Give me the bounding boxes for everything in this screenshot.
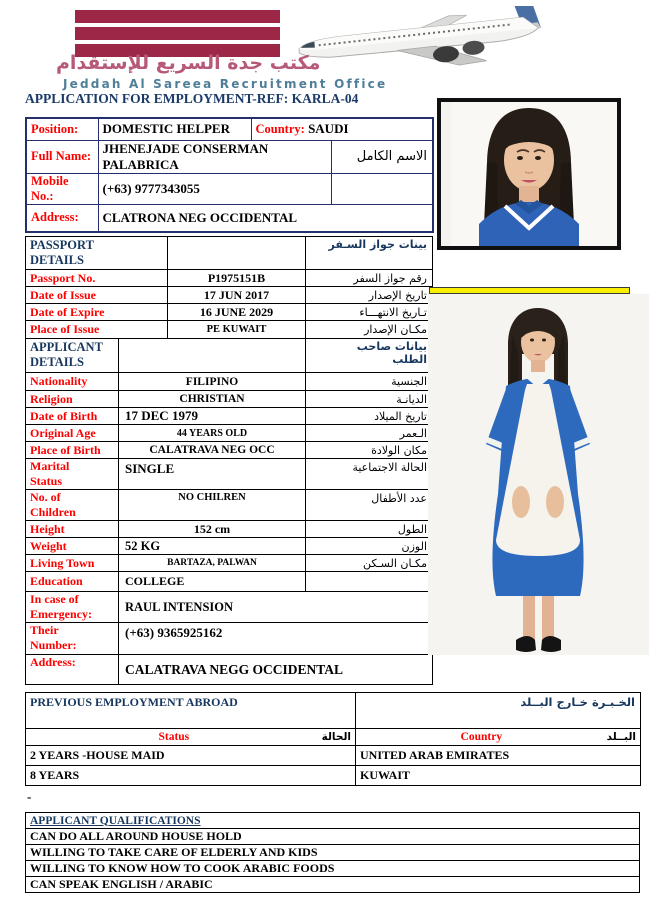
employment-title-arabic: الخـبـرة خـارج البــلد: [356, 693, 641, 729]
marital-status-value: SINGLE: [119, 459, 306, 490]
table-row: [26, 623, 433, 655]
info-table: [25, 117, 434, 233]
country-header-cell: [356, 729, 641, 746]
education-label: Education: [26, 572, 119, 592]
living-town-arabic: مكـان السـكن: [306, 555, 433, 572]
country-header-arabic: البــلد: [606, 731, 636, 743]
logo-bar-top: [75, 10, 280, 23]
original-age-value: 44 YEARS OLD: [119, 425, 306, 442]
qualification-row: [26, 845, 640, 861]
logo-arabic-text: مكتب جدة السريع للإستقدام: [56, 52, 321, 74]
emergency-label: In case of Emergency:: [26, 592, 119, 623]
living-town-value: BARTAZA, PALWAN: [119, 555, 306, 572]
country-cell: [251, 118, 433, 140]
passport-section-empty: [168, 237, 306, 270]
children-arabic: عدد الأطفال: [306, 490, 433, 521]
applicant-section-arabic: بيانات صاحب الطلب: [306, 339, 433, 373]
religion-label: Religion: [26, 391, 119, 408]
table-row: [26, 140, 433, 173]
qualification-row: [26, 829, 640, 845]
employment-subheader-row: [26, 729, 641, 746]
religion-value: CHRISTIAN: [119, 391, 306, 408]
qualifications-header-row: [26, 813, 640, 829]
qualification-item-3: WILLING TO KNOW HOW TO COOK ARABIC FOODS: [26, 861, 640, 877]
applicant-section-label: APPLICANT DETAILS: [26, 339, 119, 373]
employment-status-1: 2 YEARS -HOUSE MAID: [26, 746, 356, 766]
passport-no-label: Passport No.: [26, 270, 168, 287]
date-of-expire-value: 16 JUNE 2029: [168, 304, 306, 321]
details-table: [25, 236, 433, 685]
table-row: [26, 287, 433, 304]
date-of-birth-label: Date of Birth: [26, 408, 119, 425]
status-header-arabic: الحالة: [321, 731, 351, 743]
children-value: NO CHILREN: [119, 490, 306, 521]
country-label: Country:: [255, 122, 305, 137]
date-of-issue-label: Date of Issue: [26, 287, 168, 304]
page-title: APPLICATION FOR EMPLOYMENT-REF: KARLA-04: [25, 91, 359, 106]
applicant-address-value: CALATRAVA NEGG OCCIDENTAL: [119, 655, 433, 685]
table-row: [26, 204, 433, 232]
qualification-item-2: WILLING TO TAKE CARE OF ELDERLY AND KIDS: [26, 845, 640, 861]
table-row: [26, 373, 433, 391]
table-row: [26, 270, 433, 287]
table-row: [26, 538, 433, 555]
table-row: [26, 572, 433, 592]
date-of-expire-label: Date of Expire: [26, 304, 168, 321]
table-row: [26, 592, 433, 623]
weight-label: Weight: [26, 538, 119, 555]
place-of-birth-arabic: مكان الولادة: [306, 442, 433, 459]
living-town-label: Living Town: [26, 555, 119, 572]
address-label: Address:: [26, 204, 98, 232]
qualification-item-1: CAN DO ALL AROUND HOUSE HOLD: [26, 829, 640, 845]
passport-no-arabic: رقم جواز السفر: [306, 270, 433, 287]
employment-title: PREVIOUS EMPLOYMENT ABROAD: [26, 693, 356, 729]
original-age-label: Original Age: [26, 425, 119, 442]
qualification-row: [26, 877, 640, 893]
position-value: DOMESTIC HELPER: [98, 118, 251, 140]
employment-row: [26, 746, 641, 766]
table-row: [26, 425, 433, 442]
status-header-cell: [26, 729, 356, 746]
date-of-expire-arabic: تـاريخ الانتهـــاء: [306, 304, 433, 321]
education-value: COLLEGE: [119, 572, 306, 592]
table-row: [26, 391, 433, 408]
table-row: [26, 408, 433, 425]
qualifications-table: [25, 812, 640, 893]
nationality-arabic: الجنسية: [306, 373, 433, 391]
applicant-section-empty: [119, 339, 306, 373]
date-of-issue-value: 17 JUN 2017: [168, 287, 306, 304]
weight-value: 52 KG: [119, 538, 306, 555]
table-row: [26, 321, 433, 339]
airplane-icon: [285, 6, 565, 86]
place-of-issue-arabic: مكـان الإصدار: [306, 321, 433, 339]
passport-section-row: [26, 237, 433, 270]
applicant-section-row: [26, 339, 433, 373]
employment-table: [25, 692, 641, 786]
height-label: Height: [26, 521, 119, 538]
applicant-headshot-photo: [437, 98, 621, 250]
photo-top-bar: [429, 287, 630, 294]
height-arabic: الطول: [306, 521, 433, 538]
table-row: [26, 521, 433, 538]
fullname-label: Full Name:: [26, 140, 98, 173]
emergency-value: RAUL INTENSION: [119, 592, 433, 623]
position-label: Position:: [26, 118, 98, 140]
fullname-arabic: الاسم الكامل: [331, 140, 433, 173]
table-row: [26, 555, 433, 572]
dash-mark: -: [27, 789, 32, 804]
children-label: No. of Children: [26, 490, 119, 521]
place-of-birth-label: Place of Birth: [26, 442, 119, 459]
employment-row: [26, 766, 641, 786]
passport-section-label: PASSPORT DETAILS: [26, 237, 168, 270]
passport-no-value: P1975151B: [168, 270, 306, 287]
their-number-value: (+63) 9365925162: [119, 623, 433, 655]
fullname-value: JHENEJADE CONSERMAN PALABRICA: [98, 140, 331, 173]
table-row: [26, 490, 433, 521]
country-value: SAUDI: [308, 121, 349, 137]
applicant-address-label: Address:: [26, 655, 119, 685]
table-row: [26, 459, 433, 490]
table-row: [26, 442, 433, 459]
passport-section-arabic: بينات جواز السـفر: [306, 237, 433, 270]
employment-status-2: 8 YEARS: [26, 766, 356, 786]
status-header: Status: [158, 731, 190, 743]
logo-bar-middle: [75, 27, 280, 40]
marital-status-arabic: الحالة الاجتماعية: [306, 459, 433, 490]
date-of-birth-value: 17 DEC 1979: [119, 408, 306, 425]
place-of-issue-value: PE KUWAIT: [168, 321, 306, 339]
place-of-birth-value: CALATRAVA NEG OCC: [119, 442, 306, 459]
weight-arabic: الوزن: [306, 538, 433, 555]
mobile-value: (+63) 9777343055: [98, 173, 331, 204]
address-value: CLATRONA NEG OCCIDENTAL: [98, 204, 433, 232]
date-of-birth-arabic: تاريخ الميلاد: [306, 408, 433, 425]
their-number-label: Their Number:: [26, 623, 119, 655]
employment-country-2: KUWAIT: [356, 766, 641, 786]
nationality-value: FILIPINO: [119, 373, 306, 391]
qualification-item-4: CAN SPEAK ENGLISH / ARABIC: [26, 877, 640, 893]
qualifications-title: APPLICANT QUALIFICATIONS: [26, 813, 640, 829]
education-arabic-empty: [306, 572, 433, 592]
mobile-label: Mobile No.:: [26, 173, 98, 204]
employment-header-row: [26, 693, 641, 729]
marital-status-label: Marital Status: [26, 459, 119, 490]
table-row: [26, 304, 433, 321]
place-of-issue-label: Place of Issue: [26, 321, 168, 339]
employment-country-1: UNITED ARAB EMIRATES: [356, 746, 641, 766]
original-age-arabic: الـعمر: [306, 425, 433, 442]
religion-arabic: الديانـة: [306, 391, 433, 408]
table-row: [26, 655, 433, 685]
applicant-fullbody-photo: [428, 294, 649, 655]
nationality-label: Nationality: [26, 373, 119, 391]
table-row: [26, 118, 433, 140]
date-of-issue-arabic: تاريخ الإصدار: [306, 287, 433, 304]
height-value: 152 cm: [119, 521, 306, 538]
qualification-row: [26, 861, 640, 877]
mobile-arabic-empty: [331, 173, 433, 204]
table-row: [26, 173, 433, 204]
country-header: Country: [460, 731, 503, 743]
logo-english-text: Jeddah Al Sareea Recruitment Office: [63, 77, 388, 91]
